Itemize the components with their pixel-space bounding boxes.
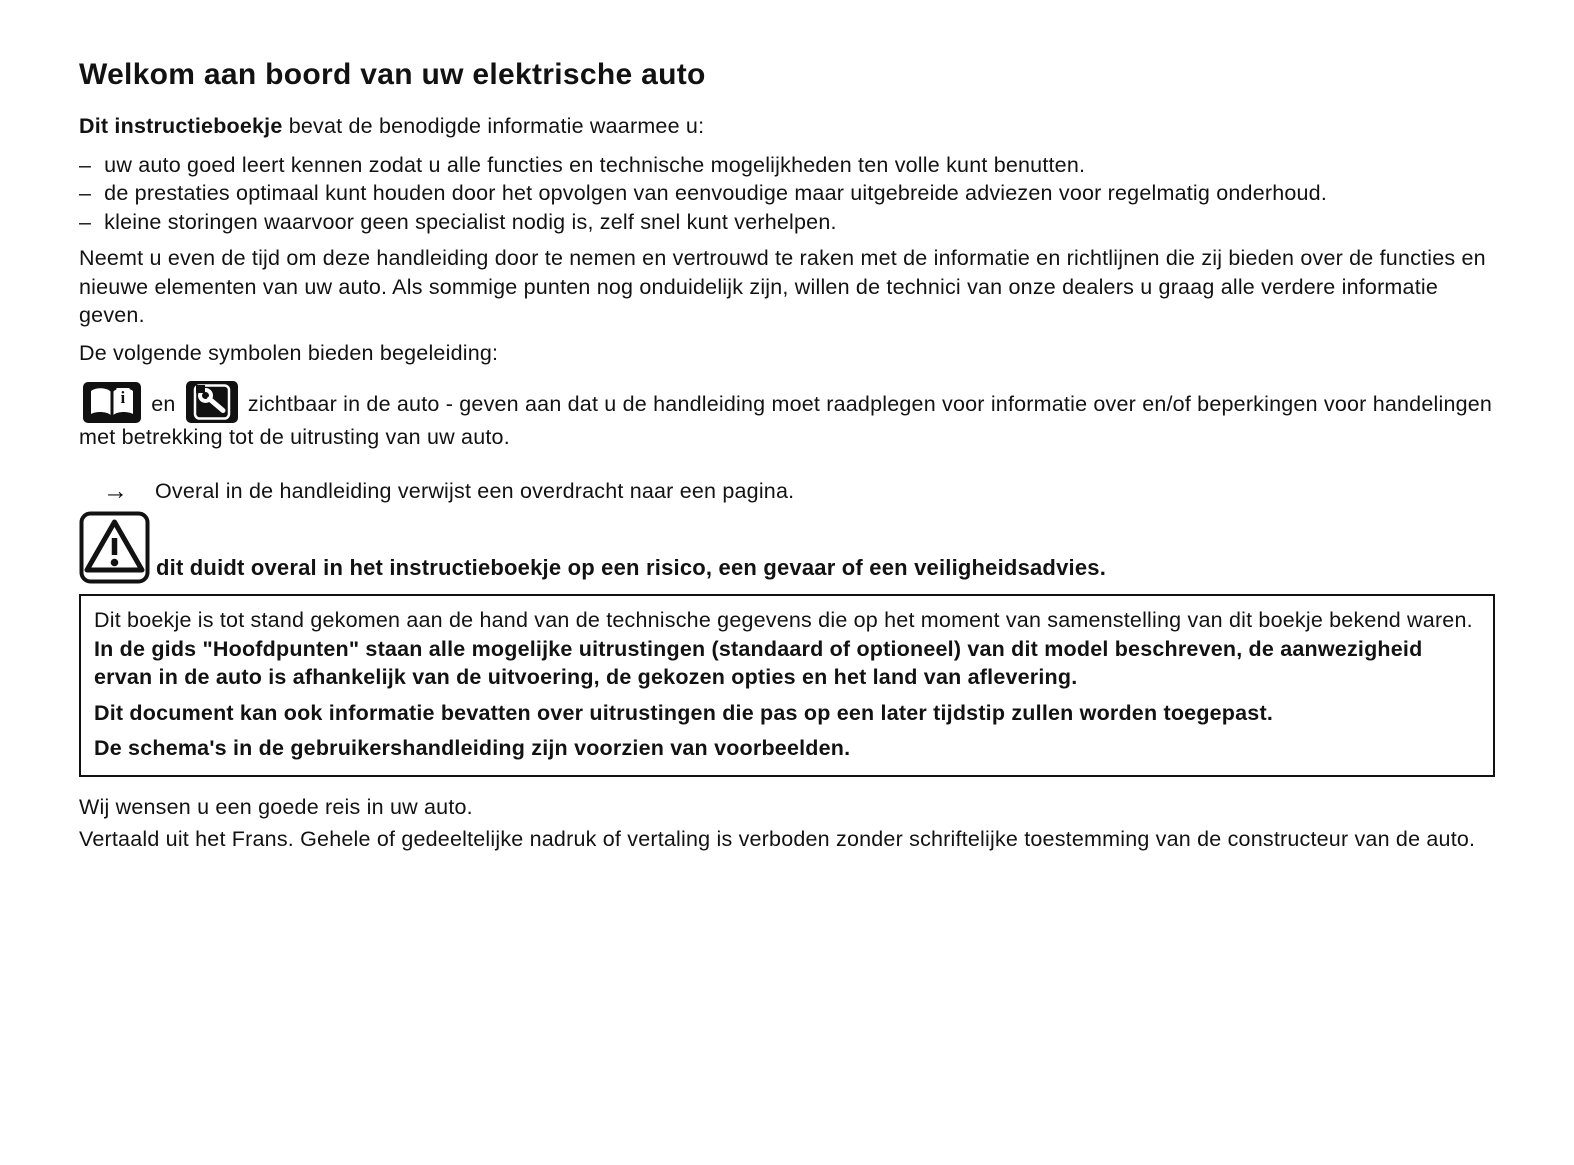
bullet-dash: –: [79, 152, 92, 177]
arrow-right-icon: →: [103, 476, 128, 505]
symbols-intro-line: De volgende symbolen bieden begeleiding:: [79, 340, 499, 365]
page-reference-text: Overal in de handleiding verwijst een overdracht naar een pagina.: [155, 478, 795, 503]
info-box: [79, 594, 1495, 777]
copyright-notice: Vertaald uit het Frans. Gehele of gedeeltelijke nadruk of vertaling is verboden zonder schriftelijke toestemming van de constructeur van de auto.: [79, 827, 1476, 851]
info-box-paragraph-1: [94, 606, 1480, 692]
svg-text:i: i: [120, 388, 126, 407]
intro-bold-text: Dit instructieboekje: [79, 114, 283, 138]
safety-warning-note: [79, 511, 1495, 584]
safety-warning-text: dit duidt overal in het instructieboekje op een risico, een gevaar of een veiligheidsadvies.: [156, 554, 1107, 580]
closing-line: Wij wensen u een goede reis in uw auto.: [79, 794, 473, 819]
bullet-list: [79, 151, 1495, 237]
page-reference-note: [79, 476, 1495, 506]
handbook-info-icon: [83, 382, 141, 423]
bullet-dash: –: [79, 181, 92, 205]
bullet-text: uw auto goed leert kennen zodat u alle functies en technische mogelijkheden ten volle kunt benutten.: [104, 152, 1086, 177]
symbols-explanation-text: zichtbaar in de auto - geven aan dat u de handleiding moet raadplegen voor informatie over en/of beperkingen voor handelingen met betrekking tot de uitrusting van uw auto.: [79, 392, 1493, 449]
info-box-paragraph-2: Dit document kan ook informatie bevatten over uitrustingen die pas op een later tijdstip zullen worden toegepast.: [94, 700, 1273, 725]
bullet-text: kleine storingen waarvoor geen specialist nodig is, zelf snel kunt verhelpen.: [104, 209, 837, 234]
intro-paragraph: Neemt u even de tijd om deze handleiding door te nemen en vertrouwd te raken met de informatie en richtlijnen die zij bieden over de functies en nieuwe elementen van uw auto. Als sommige punten nog onduidelijk zijn, willen de technici van onze dealers u graag alle verdere informatie geven.: [79, 246, 1486, 327]
symbols-explanation-line: [79, 381, 1495, 452]
info-box-p1-normal: Dit boekje is tot stand gekomen aan de hand van de technische gegevens die op het moment van samenstelling van dit boekje bekend waren.: [94, 608, 1473, 632]
list-item: [79, 179, 1495, 208]
intro-rest-text: bevat de benodigde informatie waarmee u:: [282, 114, 705, 138]
bullet-dash: –: [79, 209, 92, 234]
symbols-conjunction: en: [151, 392, 176, 416]
info-box-paragraph-3: De schema's in de gebruikershandleiding zijn voorzien van voorbeelden.: [94, 736, 851, 760]
warning-triangle-icon: [79, 511, 150, 584]
list-item: [79, 208, 1495, 237]
intro-line: [79, 112, 1495, 141]
wrench-icon: [186, 381, 238, 423]
info-box-p1-bold: In de gids "Hoofdpunten" staan alle mogelijke uitrustingen (standaard of optioneel) van dit model beschreven, de aanwezigheid ervan in de auto is afhankelijk van de uitvoering, de gekozen opties en het land van aflevering.: [94, 636, 1423, 689]
list-item: [79, 151, 1495, 180]
page-title: Welkom aan boord van uw elektrische auto: [79, 58, 706, 91]
bullet-text: de prestaties optimaal kunt houden door het opvolgen van eenvoudige maar uitgebreide adviezen voor regelmatig onderhoud.: [104, 181, 1328, 205]
